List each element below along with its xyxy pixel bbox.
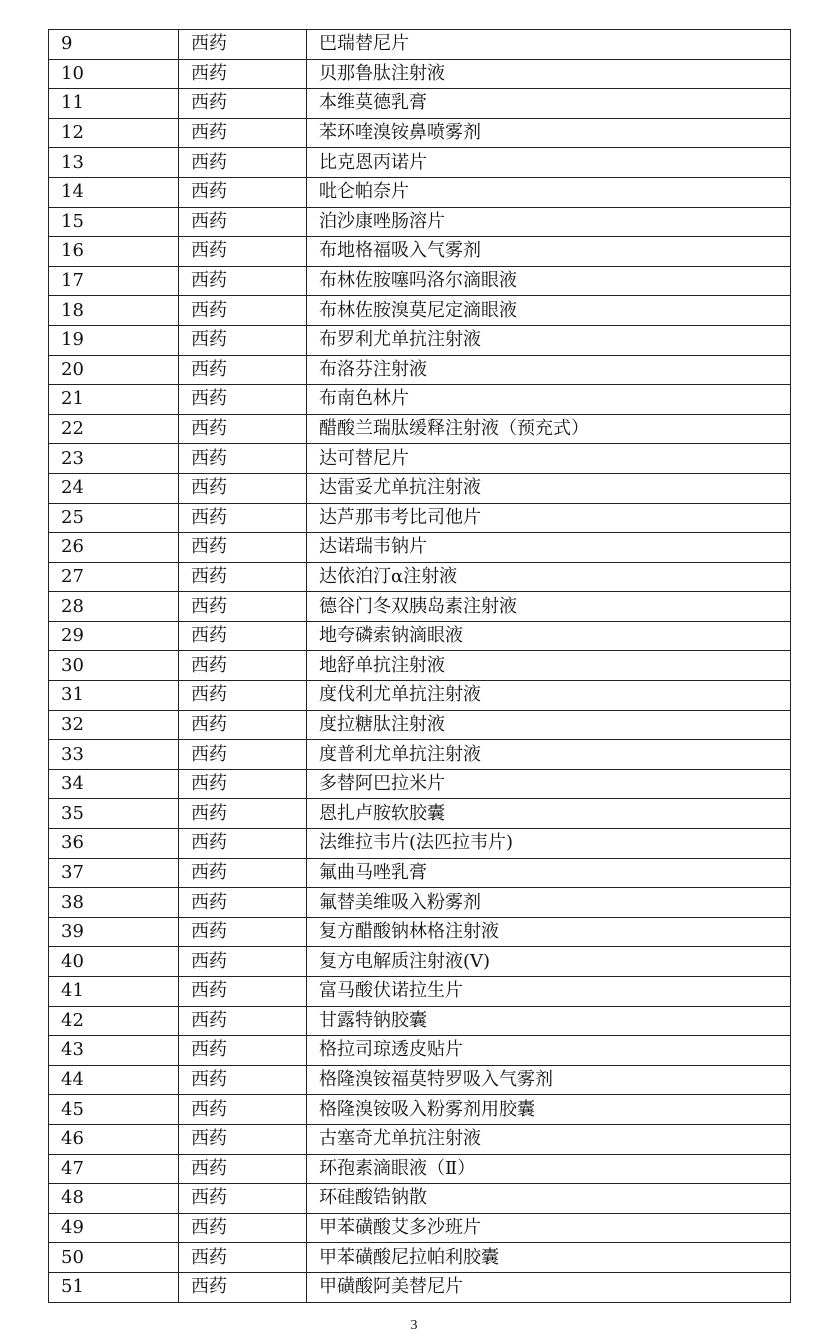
table-row bbox=[49, 1065, 791, 1095]
category-cell: 西药 bbox=[179, 444, 307, 474]
category-cell: 西药 bbox=[179, 1272, 307, 1302]
row-number-cell: 11 bbox=[49, 89, 179, 119]
drug-name-cell: 德谷门冬双胰岛素注射液 bbox=[307, 592, 791, 622]
category-cell: 西药 bbox=[179, 1124, 307, 1154]
drug-name-cell: 古塞奇尤单抗注射液 bbox=[307, 1124, 791, 1154]
table-row bbox=[49, 473, 791, 503]
category-cell: 西药 bbox=[179, 799, 307, 829]
table-row bbox=[49, 325, 791, 355]
category-cell: 西药 bbox=[179, 207, 307, 237]
drug-name-cell: 泊沙康唑肠溶片 bbox=[307, 207, 791, 237]
row-number-cell: 24 bbox=[49, 473, 179, 503]
drug-name-cell: 格隆溴铵福莫特罗吸入气雾剂 bbox=[307, 1065, 791, 1095]
category-cell: 西药 bbox=[179, 30, 307, 60]
drug-name-cell: 达诺瑞韦钠片 bbox=[307, 533, 791, 563]
category-cell: 西药 bbox=[179, 621, 307, 651]
row-number-cell: 22 bbox=[49, 414, 179, 444]
drug-name-cell: 度拉糖肽注射液 bbox=[307, 710, 791, 740]
row-number-cell: 16 bbox=[49, 237, 179, 267]
row-number-cell: 49 bbox=[49, 1213, 179, 1243]
category-cell: 西药 bbox=[179, 1154, 307, 1184]
drug-name-cell: 布罗利尤单抗注射液 bbox=[307, 325, 791, 355]
row-number-cell: 12 bbox=[49, 118, 179, 148]
drug-name-cell: 布南色林片 bbox=[307, 385, 791, 415]
row-number-cell: 19 bbox=[49, 325, 179, 355]
drug-name-cell: 复方醋酸钠林格注射液 bbox=[307, 917, 791, 947]
table-row bbox=[49, 444, 791, 474]
row-number-cell: 29 bbox=[49, 621, 179, 651]
row-number-cell: 13 bbox=[49, 148, 179, 178]
drug-name-cell: 环孢素滴眼液（Ⅱ） bbox=[307, 1154, 791, 1184]
category-cell: 西药 bbox=[179, 1243, 307, 1273]
category-cell: 西药 bbox=[179, 1065, 307, 1095]
row-number-cell: 18 bbox=[49, 296, 179, 326]
table-row bbox=[49, 1243, 791, 1273]
row-number-cell: 39 bbox=[49, 917, 179, 947]
category-cell: 西药 bbox=[179, 888, 307, 918]
row-number-cell: 37 bbox=[49, 858, 179, 888]
drug-name-cell: 布林佐胺溴莫尼定滴眼液 bbox=[307, 296, 791, 326]
drug-list-page bbox=[48, 29, 790, 1303]
drug-name-cell: 甲苯磺酸艾多沙班片 bbox=[307, 1213, 791, 1243]
drug-name-cell: 富马酸伏诺拉生片 bbox=[307, 977, 791, 1007]
table-row bbox=[49, 414, 791, 444]
table-row bbox=[49, 769, 791, 799]
drug-name-cell: 度普利尤单抗注射液 bbox=[307, 740, 791, 770]
drug-name-cell: 复方电解质注射液(V) bbox=[307, 947, 791, 977]
table-row bbox=[49, 266, 791, 296]
table-row bbox=[49, 1272, 791, 1302]
row-number-cell: 27 bbox=[49, 562, 179, 592]
row-number-cell: 17 bbox=[49, 266, 179, 296]
drug-name-cell: 甲苯磺酸尼拉帕利胶囊 bbox=[307, 1243, 791, 1273]
drug-name-cell: 地夸磷索钠滴眼液 bbox=[307, 621, 791, 651]
drug-name-cell: 氟替美维吸入粉雾剂 bbox=[307, 888, 791, 918]
table-row bbox=[49, 533, 791, 563]
table-row bbox=[49, 592, 791, 622]
table-row bbox=[49, 1006, 791, 1036]
row-number-cell: 41 bbox=[49, 977, 179, 1007]
row-number-cell: 31 bbox=[49, 681, 179, 711]
drug-name-cell: 布地格福吸入气雾剂 bbox=[307, 237, 791, 267]
category-cell: 西药 bbox=[179, 1036, 307, 1066]
category-cell: 西药 bbox=[179, 118, 307, 148]
category-cell: 西药 bbox=[179, 1006, 307, 1036]
category-cell: 西药 bbox=[179, 651, 307, 681]
row-number-cell: 32 bbox=[49, 710, 179, 740]
row-number-cell: 43 bbox=[49, 1036, 179, 1066]
table-row bbox=[49, 947, 791, 977]
category-cell: 西药 bbox=[179, 473, 307, 503]
row-number-cell: 34 bbox=[49, 769, 179, 799]
category-cell: 西药 bbox=[179, 414, 307, 444]
row-number-cell: 9 bbox=[49, 30, 179, 60]
page-number: 3 bbox=[410, 1318, 418, 1333]
table-row bbox=[49, 562, 791, 592]
category-cell: 西药 bbox=[179, 89, 307, 119]
category-cell: 西药 bbox=[179, 177, 307, 207]
drug-name-cell: 达芦那韦考比司他片 bbox=[307, 503, 791, 533]
category-cell: 西药 bbox=[179, 533, 307, 563]
row-number-cell: 48 bbox=[49, 1184, 179, 1214]
table-row bbox=[49, 59, 791, 89]
drug-name-cell: 醋酸兰瑞肽缓释注射液（预充式） bbox=[307, 414, 791, 444]
category-cell: 西药 bbox=[179, 1213, 307, 1243]
category-cell: 西药 bbox=[179, 355, 307, 385]
table-row bbox=[49, 858, 791, 888]
category-cell: 西药 bbox=[179, 858, 307, 888]
table-row bbox=[49, 1213, 791, 1243]
table-row bbox=[49, 917, 791, 947]
table-row bbox=[49, 1184, 791, 1214]
table-row bbox=[49, 89, 791, 119]
category-cell: 西药 bbox=[179, 325, 307, 355]
drug-name-cell: 氟曲马唑乳膏 bbox=[307, 858, 791, 888]
table-row bbox=[49, 1095, 791, 1125]
drug-name-cell: 恩扎卢胺软胶囊 bbox=[307, 799, 791, 829]
table-row bbox=[49, 651, 791, 681]
row-number-cell: 50 bbox=[49, 1243, 179, 1273]
drug-table-body bbox=[49, 30, 791, 1303]
category-cell: 西药 bbox=[179, 296, 307, 326]
row-number-cell: 47 bbox=[49, 1154, 179, 1184]
drug-name-cell: 巴瑞替尼片 bbox=[307, 30, 791, 60]
table-row bbox=[49, 355, 791, 385]
drug-name-cell: 甲磺酸阿美替尼片 bbox=[307, 1272, 791, 1302]
category-cell: 西药 bbox=[179, 769, 307, 799]
table-row bbox=[49, 177, 791, 207]
row-number-cell: 44 bbox=[49, 1065, 179, 1095]
row-number-cell: 14 bbox=[49, 177, 179, 207]
category-cell: 西药 bbox=[179, 237, 307, 267]
row-number-cell: 35 bbox=[49, 799, 179, 829]
row-number-cell: 23 bbox=[49, 444, 179, 474]
drug-name-cell: 布林佐胺噻吗洛尔滴眼液 bbox=[307, 266, 791, 296]
row-number-cell: 10 bbox=[49, 59, 179, 89]
drug-name-cell: 达依泊汀α注射液 bbox=[307, 562, 791, 592]
row-number-cell: 40 bbox=[49, 947, 179, 977]
drug-name-cell: 度伐利尤单抗注射液 bbox=[307, 681, 791, 711]
table-row bbox=[49, 1036, 791, 1066]
row-number-cell: 36 bbox=[49, 829, 179, 859]
table-row bbox=[49, 296, 791, 326]
drug-name-cell: 法维拉韦片(法匹拉韦片) bbox=[307, 829, 791, 859]
row-number-cell: 38 bbox=[49, 888, 179, 918]
row-number-cell: 33 bbox=[49, 740, 179, 770]
table-row bbox=[49, 888, 791, 918]
table-row bbox=[49, 681, 791, 711]
drug-name-cell: 吡仑帕奈片 bbox=[307, 177, 791, 207]
table-row bbox=[49, 1124, 791, 1154]
drug-name-cell: 格隆溴铵吸入粉雾剂用胶囊 bbox=[307, 1095, 791, 1125]
table-row bbox=[49, 118, 791, 148]
table-row bbox=[49, 503, 791, 533]
row-number-cell: 25 bbox=[49, 503, 179, 533]
row-number-cell: 42 bbox=[49, 1006, 179, 1036]
category-cell: 西药 bbox=[179, 562, 307, 592]
row-number-cell: 30 bbox=[49, 651, 179, 681]
category-cell: 西药 bbox=[179, 592, 307, 622]
table-row bbox=[49, 621, 791, 651]
drug-name-cell: 达可替尼片 bbox=[307, 444, 791, 474]
row-number-cell: 20 bbox=[49, 355, 179, 385]
table-row bbox=[49, 829, 791, 859]
row-number-cell: 26 bbox=[49, 533, 179, 563]
row-number-cell: 51 bbox=[49, 1272, 179, 1302]
row-number-cell: 21 bbox=[49, 385, 179, 415]
category-cell: 西药 bbox=[179, 266, 307, 296]
drug-name-cell: 环硅酸锆钠散 bbox=[307, 1184, 791, 1214]
drug-name-cell: 地舒单抗注射液 bbox=[307, 651, 791, 681]
table-row bbox=[49, 740, 791, 770]
drug-name-cell: 甘露特钠胶囊 bbox=[307, 1006, 791, 1036]
category-cell: 西药 bbox=[179, 1095, 307, 1125]
drug-name-cell: 贝那鲁肽注射液 bbox=[307, 59, 791, 89]
table-row bbox=[49, 148, 791, 178]
drug-name-cell: 苯环喹溴铵鼻喷雾剂 bbox=[307, 118, 791, 148]
category-cell: 西药 bbox=[179, 917, 307, 947]
row-number-cell: 15 bbox=[49, 207, 179, 237]
category-cell: 西药 bbox=[179, 710, 307, 740]
table-row bbox=[49, 710, 791, 740]
category-cell: 西药 bbox=[179, 385, 307, 415]
drug-name-cell: 多替阿巴拉米片 bbox=[307, 769, 791, 799]
category-cell: 西药 bbox=[179, 947, 307, 977]
category-cell: 西药 bbox=[179, 681, 307, 711]
drug-name-cell: 比克恩丙诺片 bbox=[307, 148, 791, 178]
category-cell: 西药 bbox=[179, 1184, 307, 1214]
drug-name-cell: 本维莫德乳膏 bbox=[307, 89, 791, 119]
row-number-cell: 45 bbox=[49, 1095, 179, 1125]
category-cell: 西药 bbox=[179, 59, 307, 89]
table-row bbox=[49, 237, 791, 267]
drug-name-cell: 达雷妥尤单抗注射液 bbox=[307, 473, 791, 503]
category-cell: 西药 bbox=[179, 829, 307, 859]
row-number-cell: 28 bbox=[49, 592, 179, 622]
category-cell: 西药 bbox=[179, 977, 307, 1007]
drug-name-cell: 布洛芬注射液 bbox=[307, 355, 791, 385]
table-row bbox=[49, 30, 791, 60]
category-cell: 西药 bbox=[179, 503, 307, 533]
table-row bbox=[49, 1154, 791, 1184]
row-number-cell: 46 bbox=[49, 1124, 179, 1154]
table-row bbox=[49, 207, 791, 237]
drug-name-cell: 格拉司琼透皮贴片 bbox=[307, 1036, 791, 1066]
table-row bbox=[49, 385, 791, 415]
table-row bbox=[49, 977, 791, 1007]
category-cell: 西药 bbox=[179, 740, 307, 770]
category-cell: 西药 bbox=[179, 148, 307, 178]
drug-table bbox=[48, 29, 791, 1303]
table-row bbox=[49, 799, 791, 829]
